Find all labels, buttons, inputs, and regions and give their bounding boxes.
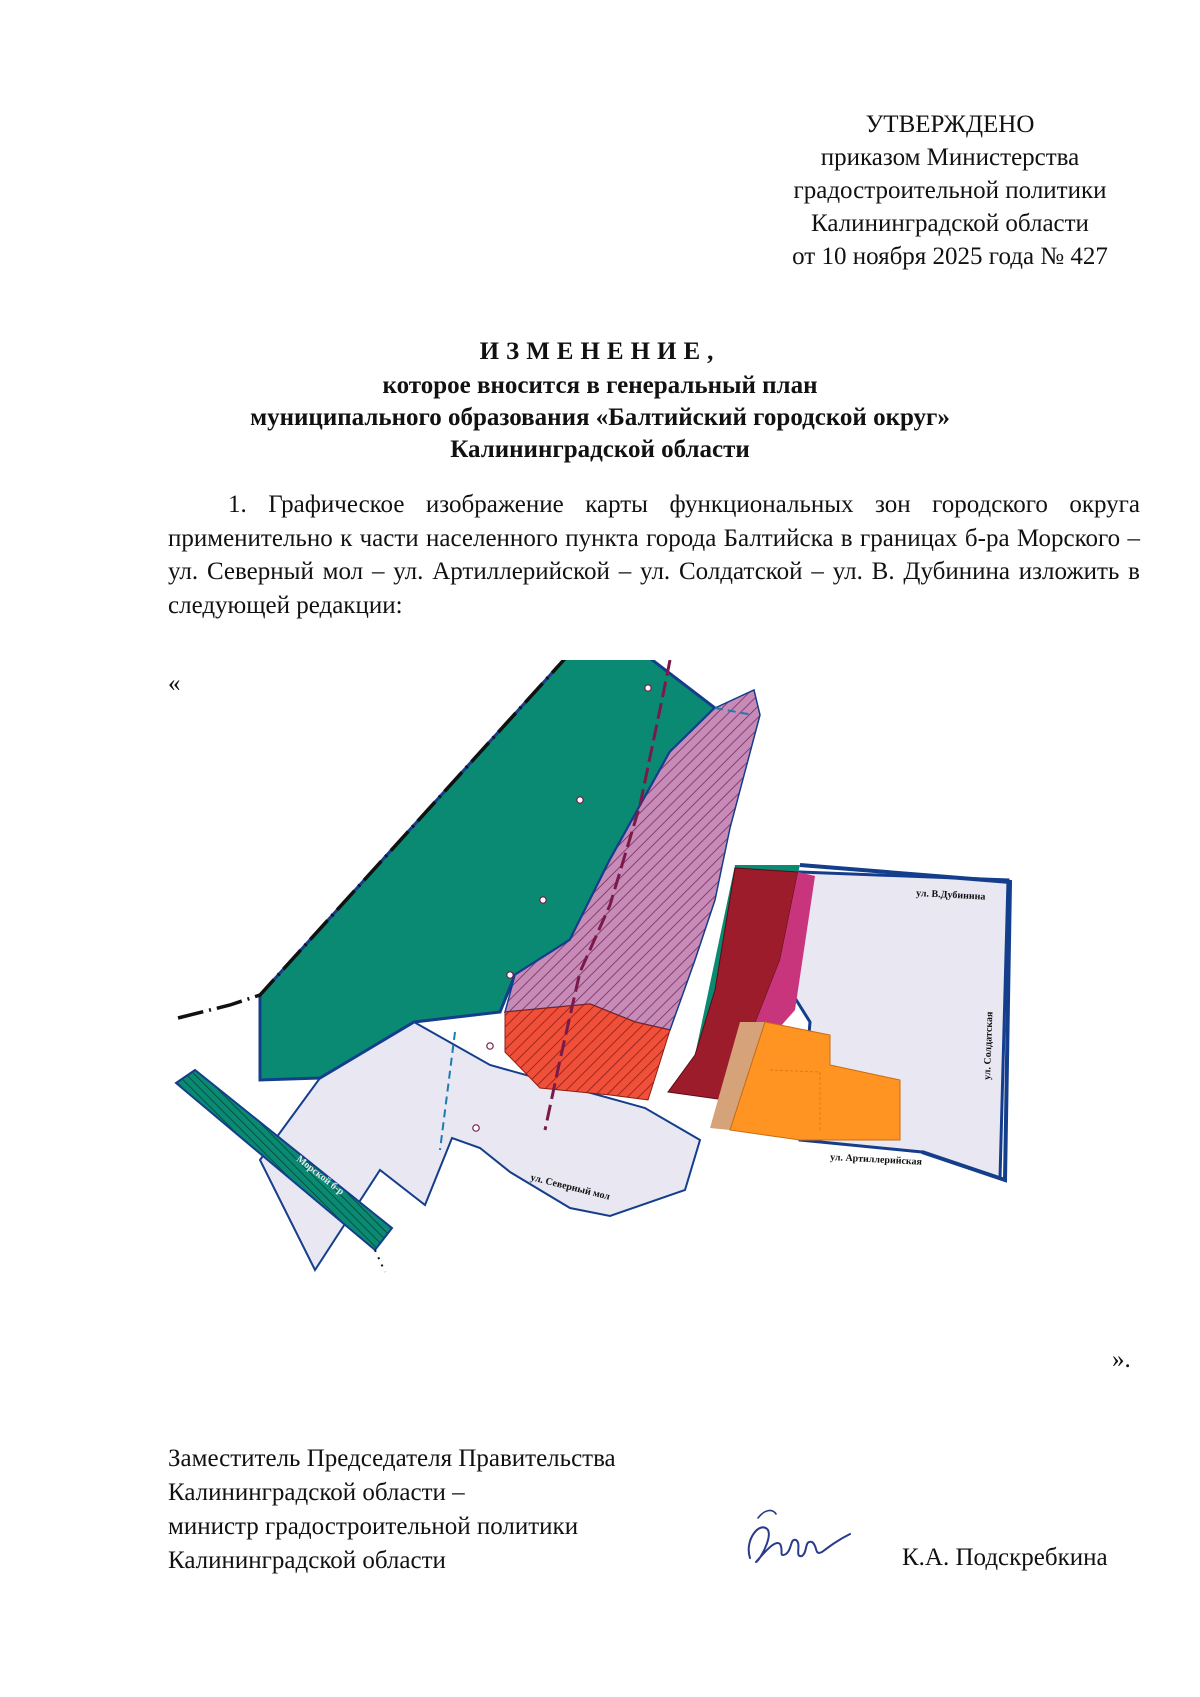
railway-dot (507, 972, 513, 978)
title-line-3: муниципального образования «Балтийский городской округ» (250, 404, 950, 431)
signer-position (168, 1442, 616, 1578)
label-soldatskaya: ул. Солдатская (982, 1011, 996, 1081)
railway-dot (473, 1125, 479, 1131)
label-morskoy: Морской б-р (294, 1153, 346, 1198)
paragraph-1: 1. Графическое изображение карты функциональных зон городского округа применительно к части населенного пункта города Балтийска в границах б-ра Морского – ул. Северный мол – ул. Артиллерийской – ул. Солдатской – ул. В. Дубинина изложить в следующей редакции: (168, 491, 1140, 619)
zoning-map (170, 660, 1130, 1370)
label-dubinina: ул. В.Дубинина (915, 888, 986, 903)
title-line-4: Калининградской области (450, 436, 750, 463)
railway-dot (540, 897, 546, 903)
approval-title: УТВЕРЖДЕНО (865, 111, 1035, 138)
approval-order: приказом Министерства (820, 144, 1080, 171)
railway-dot (645, 685, 651, 691)
signer-line-2: Калининградской области – (168, 1479, 465, 1506)
boundary-dashdot-south (375, 1250, 385, 1272)
signer-line-3: министр градостроительной политики (168, 1513, 579, 1540)
approval-region: Калининградской области (811, 210, 1089, 237)
approval-ministry: градостроительной политики (793, 177, 1107, 204)
signer-line-1: Заместитель Председателя Правительства (168, 1445, 616, 1472)
quote-close: ». (1112, 1346, 1131, 1373)
approval-date: от 10 ноября 2025 года № 427 (792, 243, 1108, 270)
approval-stamp (740, 108, 1160, 273)
quote-open: « (168, 670, 181, 697)
signer-line-4: Калининградской области (168, 1547, 446, 1574)
document-title (120, 336, 1080, 466)
handwritten-signature (738, 1500, 858, 1580)
railway-dot (487, 1043, 493, 1049)
title-heading: ИЗМЕНЕНИЕ, (479, 338, 721, 365)
signer-name: К.А. Подскребкина (902, 1544, 1108, 1571)
title-line-2: которое вносится в генеральный план (382, 372, 818, 399)
label-severny-mol: ул. Северный мол (529, 1172, 612, 1203)
label-artilleriyskaya: ул. Артиллерийская (829, 1152, 923, 1168)
railway-dot (577, 797, 583, 803)
